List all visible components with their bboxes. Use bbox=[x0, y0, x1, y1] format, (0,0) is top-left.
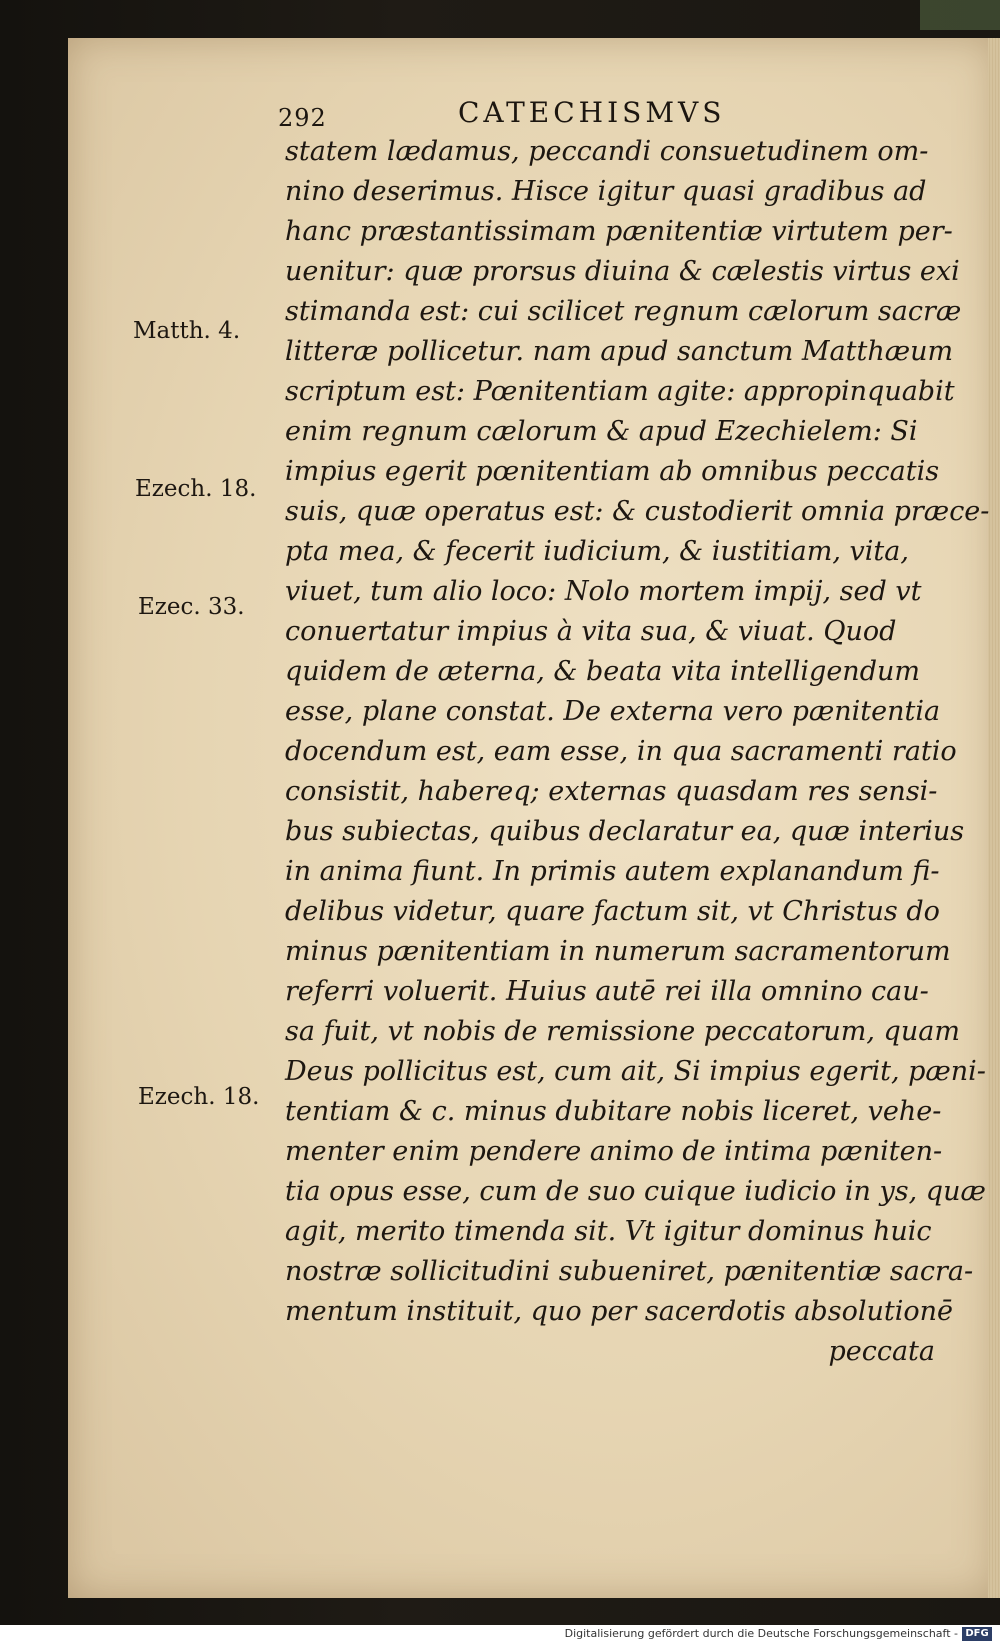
text-line: mentum instituit, quo per sacerdotis absolutionē bbox=[285, 1296, 953, 1327]
marginal-reference: Matth. 4. bbox=[133, 318, 241, 344]
page-number: 292 bbox=[278, 104, 327, 132]
text-line: suis, quæ operatus est: & custodierit omnia præce- bbox=[285, 496, 990, 527]
text-line: bus subiectas, quibus declaratur ea, quæ interius bbox=[285, 816, 965, 847]
text-line: nino deserimus. Hisce igitur quasi gradibus ad bbox=[285, 176, 927, 207]
marginal-reference: Ezech. 18. bbox=[135, 476, 257, 502]
text-line: viuet, tum alio loco: Nolo mortem impij, sed vt bbox=[285, 576, 922, 607]
text-line: agit, merito timenda sit. Vt igitur dominus huic bbox=[285, 1216, 932, 1247]
text-line: scriptum est: Pœnitentiam agite: appropinquabit bbox=[285, 376, 955, 407]
text-line: hanc præstantissimam pænitentiæ virtutem per- bbox=[285, 216, 953, 247]
text-line: stimanda est: cui scilicet regnum cælorum sacræ bbox=[285, 296, 962, 327]
page-edge-stack bbox=[988, 38, 1000, 1598]
text-line: tentiam & c. minus dubitare nobis liceret, vehe- bbox=[285, 1096, 942, 1127]
cloth-strip bbox=[920, 0, 1000, 30]
text-line: impius egerit pœnitentiam ab omnibus peccatis bbox=[285, 456, 940, 487]
text-line: pta mea, & fecerit iudicium, & iustitiam, vita, bbox=[285, 536, 909, 567]
text-line: uenitur: quæ prorsus diuina & cælestis virtus exi bbox=[285, 256, 960, 287]
text-line: minus pænitentiam in numerum sacramentorum bbox=[285, 936, 951, 967]
text-line: menter enim pendere animo de intima pæniten- bbox=[285, 1136, 943, 1167]
text-line: sa fuit, vt nobis de remissione peccatorum, quam bbox=[285, 1016, 960, 1047]
marginal-reference: Ezech. 18. bbox=[138, 1084, 260, 1110]
text-line: referri voluerit. Huius autē rei illa omnino cau- bbox=[285, 976, 929, 1007]
text-line: litteræ pollicetur. nam apud sanctum Matthæum bbox=[285, 336, 954, 367]
text-line: tia opus esse, cum de suo cuique iudicio in ys, quæ bbox=[285, 1176, 986, 1207]
text-line: enim regnum cælorum & apud Ezechielem: Si bbox=[285, 416, 918, 447]
marginal-reference: Ezec. 33. bbox=[138, 594, 245, 620]
text-line: consistit, habereq; externas quasdam res sensi- bbox=[285, 776, 938, 807]
text-line: in anima fiunt. In primis autem explanandum fi- bbox=[285, 856, 940, 887]
text-line: Deus pollicitus est, cum ait, Si impius egerit, pæni- bbox=[285, 1056, 986, 1087]
text-line: conuertatur impius à vita sua, & viuat. Quod bbox=[285, 616, 897, 647]
text-line: quidem de æterna, & beata vita intelligendum bbox=[285, 656, 920, 687]
text-line: nostræ sollicitudini subueniret, pænitentiæ sacra- bbox=[285, 1256, 974, 1287]
text-line: esse, plane constat. De externa vero pænitentia bbox=[285, 696, 941, 727]
text-line: docendum est, eam esse, in qua sacramenti ratio bbox=[285, 736, 957, 767]
running-title: CATECHISMVS bbox=[458, 96, 726, 129]
text-line: statem lædamus, peccandi consuetudinem om- bbox=[285, 136, 929, 167]
dfg-logo: DFG bbox=[962, 1627, 992, 1641]
text-line: delibus videtur, quare factum sit, vt Christus do bbox=[285, 896, 940, 927]
catchword: peccata bbox=[828, 1336, 935, 1367]
funding-credit: Digitalisierung gefördert durch die Deutsche Forschungsgemeinschaft - bbox=[564, 1627, 958, 1640]
